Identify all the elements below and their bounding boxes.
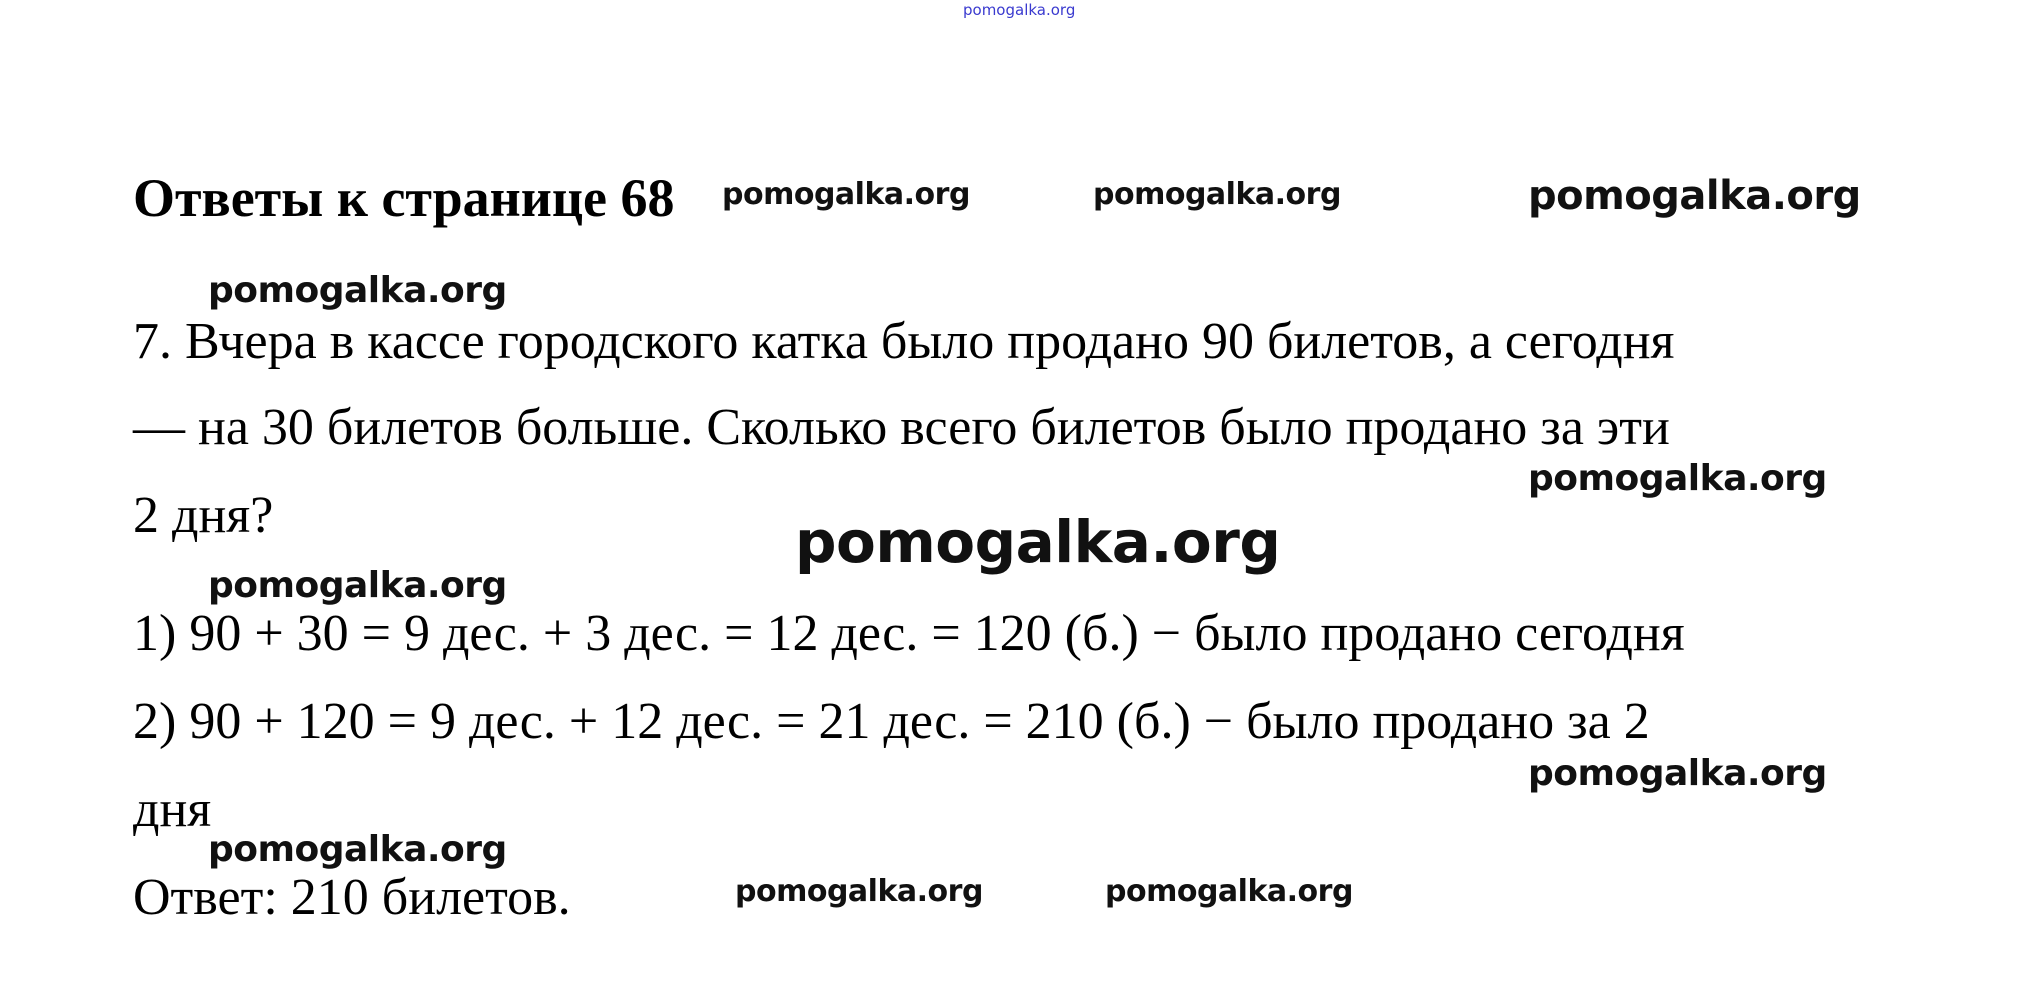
watermark-text: pomogalka.org (208, 270, 507, 311)
watermark-text: pomogalka.org (1105, 874, 1353, 909)
answer-line: Ответ: 210 билетов. (133, 869, 571, 926)
watermark-text: pomogalka.org (208, 829, 507, 870)
solution-step-1: 1) 90 + 30 = 9 дес. + 3 дес. = 12 дес. = 120 (б.) − было продано сегодня (133, 605, 1685, 662)
problem-line-1: 7. Вчера в кассе городского катка было продано 90 билетов, а сегодня (133, 313, 1675, 370)
watermark-text: pomogalka.org (1093, 177, 1341, 212)
page-title: Ответы к странице 68 (133, 168, 675, 228)
problem-line-3: 2 дня? (133, 487, 274, 544)
watermark-text: pomogalka.org (795, 508, 1281, 576)
watermark-text: pomogalka.org (208, 565, 507, 606)
watermark-text: pomogalka.org (735, 874, 983, 909)
watermark-text: pomogalka.org (1528, 458, 1827, 499)
watermark-text: pomogalka.org (722, 177, 970, 212)
watermark-text: pomogalka.org (1528, 753, 1827, 794)
problem-line-2: — на 30 билетов больше. Сколько всего билетов было продано за эти (133, 399, 1670, 456)
watermark-text: pomogalka.org (1528, 173, 1861, 219)
solution-step-2-line-2: дня (133, 781, 212, 838)
solution-step-2-line-1: 2) 90 + 120 = 9 дес. + 12 дес. = 21 дес. = 210 (б.) − было продано за 2 (133, 693, 1650, 750)
site-link[interactable]: pomogalka.org (963, 1, 1076, 19)
